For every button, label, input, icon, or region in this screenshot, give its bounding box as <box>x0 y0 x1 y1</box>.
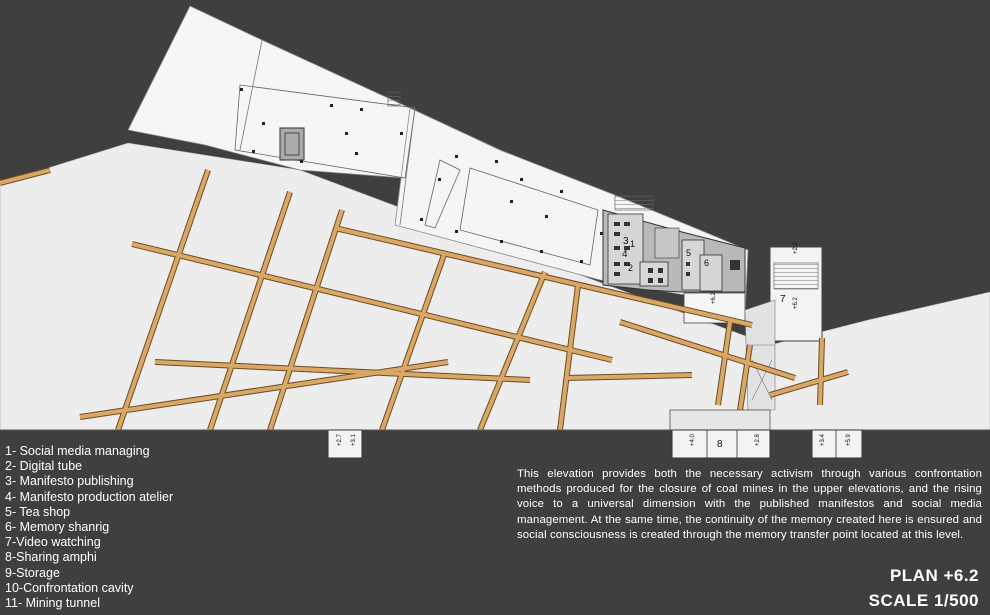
legend-item: 5- Tea shop <box>5 504 71 519</box>
level-tag: +2.2 <box>793 242 799 254</box>
level-tag: +6.2 <box>711 292 717 304</box>
legend-item: 6- Memory shanrig <box>5 520 110 535</box>
room-3-label: 3 <box>623 236 629 247</box>
room-2-label: 2 <box>628 263 634 273</box>
legend-item: 7-Video watching <box>5 535 101 550</box>
room-4-label: 4 <box>622 249 628 260</box>
legend-item: 11- Mining tunnel <box>5 596 100 611</box>
legend-item: 9-Storage <box>5 565 60 580</box>
plan-title: PLAN +6.2 <box>889 566 979 585</box>
room-8-label: 8 <box>717 439 723 450</box>
room-6-label: 6 <box>704 258 710 268</box>
level-tag: +6.2 <box>793 297 799 309</box>
legend-item: 1- Social media managing <box>5 444 150 458</box>
scale-label: SCALE 1/500 <box>868 591 979 610</box>
video-watching-block <box>770 247 822 341</box>
legend-item: 2- Digital tube <box>5 459 83 474</box>
level-tag: +5.9 <box>846 434 852 446</box>
level-tag: +4.0 <box>690 434 696 446</box>
room-5-label: 5 <box>686 248 692 258</box>
legend-item: 4- Manifesto production atelier <box>5 489 174 504</box>
plan-description: This elevation provides both the necessary activism through various confrontation methods produced for the closure of coal mines in the upper elevations, and the rising voice to a universal dimension with the published manifestos and social media management. At the same time, the continuity of the memory created here is ensured and social consciousness is created through the memory transfer point located at this level. <box>517 468 982 541</box>
level-tag: +2.7 <box>337 434 343 446</box>
legend-item: 10-Confrontation cavity <box>5 580 134 595</box>
room-legend <box>5 444 173 611</box>
level-tag: +3.1 <box>351 434 357 446</box>
room-7-label: 7 <box>780 294 786 305</box>
legend-item: 3- Manifesto publishing <box>5 474 134 489</box>
level-tag: +3.4 <box>820 434 826 446</box>
legend-item: 8-Sharing amphi <box>5 550 97 565</box>
level-tag: +2.8 <box>755 434 761 446</box>
room-1-label: 1 <box>630 239 636 249</box>
